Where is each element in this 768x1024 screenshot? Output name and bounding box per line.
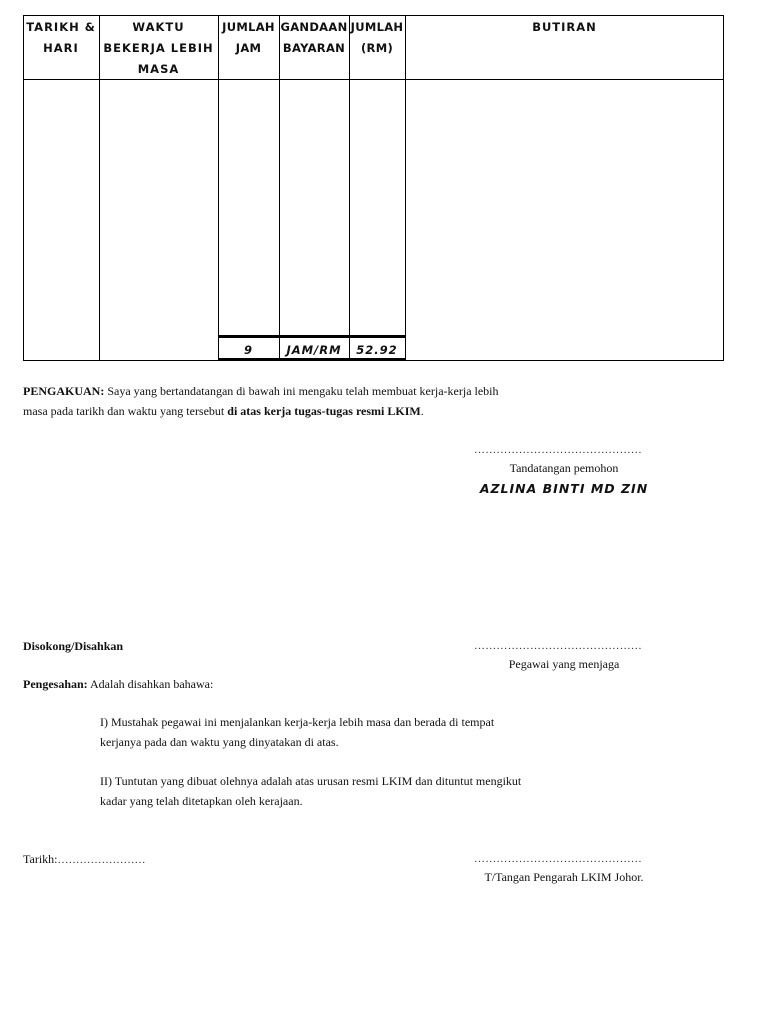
applicant-signature-caption: Tandatangan pemohon (509, 461, 619, 475)
pengesahan-item-1-line-1: I) Mustahak pegawai ini menjalankan kerja-kerja lebih masa dan berada di tempat (100, 715, 495, 729)
pengakuan-line-2 (23, 401, 424, 421)
pengesahan-item-1-line-2: kerjanya pada dan waktu yang dinyatakan di atas. (100, 735, 339, 749)
director-signature-caption: T/Tangan Pengarah LKIM Johor. (484, 870, 644, 884)
disokong-label: Disokong/Disahkan (23, 639, 124, 653)
tarikh-label: Tarikh: (23, 852, 58, 866)
pengakuan-end: . (420, 404, 424, 418)
supervisor-caption: Pegawai yang menjaga (508, 657, 620, 671)
overtime-claim-table (23, 15, 724, 361)
column-divider (279, 15, 280, 361)
pengesahan-text: Adalah disahkan bahawa: (90, 677, 214, 691)
total-unit-label: JAM/RM (286, 343, 342, 357)
applicant-name: AZLINA BINTI MD ZIN (479, 481, 649, 496)
total-jam: 9 (243, 343, 253, 357)
header-waktu: WAKTU BEKERJA LEBIH MASA (103, 20, 214, 76)
supervisor-signature-line: ……………………………………… (474, 640, 642, 652)
header-jumlah-rm: JUMLAH (RM) (350, 20, 404, 55)
pengesahan-item-2-line-1: II) Tuntutan yang dibuat olehnya adalah atas urusan resmi LKIM dan dituntut mengikut (100, 774, 522, 788)
column-divider (349, 15, 350, 361)
pengesahan-line (23, 674, 213, 694)
column-divider (218, 15, 219, 361)
header-tarikh-hari: TARIKH & HARI (26, 20, 96, 55)
pengakuan-label: PENGAKUAN: (23, 384, 105, 398)
tarikh-dots: …………………… (57, 854, 146, 866)
column-divider (405, 15, 406, 361)
pengakuan-text-2: masa pada tarikh dan waktu yang tersebut (23, 404, 225, 418)
director-signature-line: ……………………………………… (474, 853, 642, 865)
pengakuan-line-1 (23, 381, 499, 401)
pengakuan-text-1: Saya yang bertandatangan di bawah ini mengaku telah membuat kerja-kerja lebih (107, 384, 499, 398)
pengesahan-label: Pengesahan: (23, 677, 88, 691)
pengesahan-item-2-line-2: kadar yang telah ditetapkan oleh kerajaan. (100, 794, 303, 808)
header-jumlah-jam: JUMLAH JAM (222, 20, 275, 55)
header-gandaan-bayaran: GANDAAN BAYARAN (280, 20, 348, 55)
pengakuan-bold-text: di atas kerja tugas-tugas resmi LKIM (227, 404, 421, 418)
header-butiran: BUTIRAN (532, 20, 597, 34)
applicant-signature-line: ……………………………………… (474, 444, 642, 456)
total-rm: 52.92 (356, 343, 398, 357)
tarikh-field (23, 849, 145, 870)
total-top-rule (218, 335, 406, 338)
